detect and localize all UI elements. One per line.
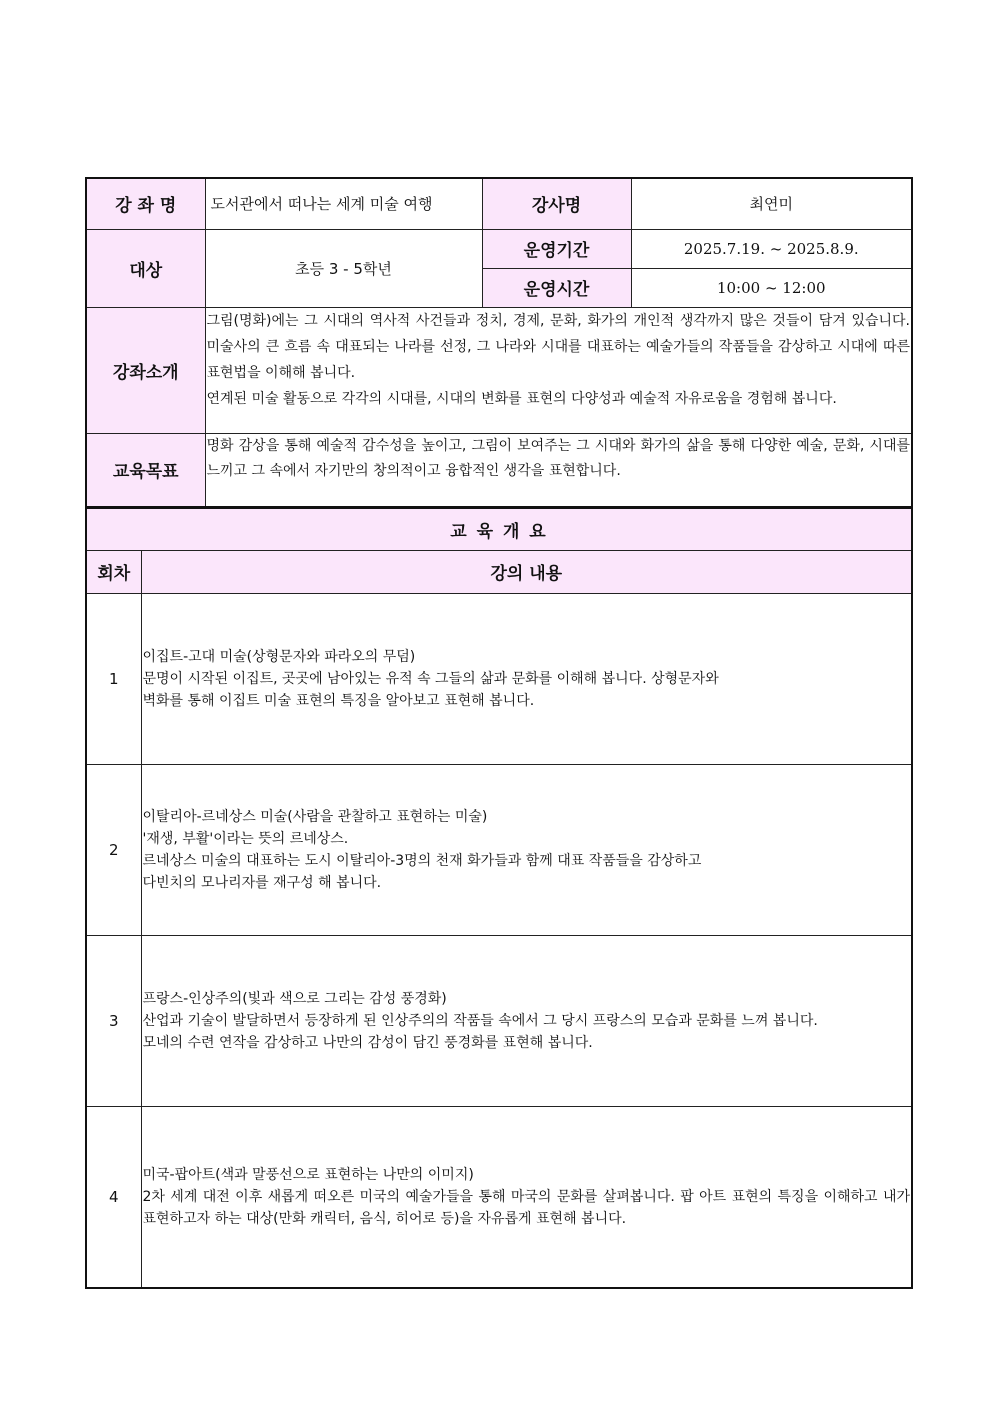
- session-number: 2: [86, 764, 141, 935]
- target-label: 대상: [86, 229, 205, 307]
- session-line: 산업과 기술이 발달하면서 등장하게 된 인상주의의 작품들 속에서 그 당시 프랑스의 모습과 문화를 느껴 봅니다.: [142, 1012, 818, 1029]
- session-line: 르네상스 미술의 대표하는 도시 이탈리아-3명의 천재 화가들과 함께 대표 작품들을 감상하고: [142, 852, 702, 869]
- session-number: 4: [86, 1106, 141, 1288]
- course-name-label: 강 좌 명: [86, 178, 205, 229]
- session-line: 문명이 시작된 이집트, 곳곳에 남아있는 유적 속 그들의 삶과 문화를 이해해 봅니다. 상형문자와: [142, 670, 719, 687]
- session-line: 벽화를 통해 이집트 미술 표현의 특징을 알아보고 표현해 봅니다.: [142, 692, 535, 709]
- time-label: 운영시간: [482, 268, 631, 307]
- session-line: 2차 세계 대전 이후 새롭게 떠오른 미국의 예술가들을 통해 마국의 문화를 살펴봅니다. 팝 아트 표현의 특징을 이해하고 내가 표현하고자 하는 대상(만화 캐릭터, 음식, 히어로 등)을 자유롭게 표현해 봅니다.: [142, 1188, 911, 1227]
- session-row: [86, 935, 912, 1106]
- period-value: 2025.7.19. ~ 2025.8.9.: [631, 229, 912, 268]
- session-title: 프랑스-인상주의(빛과 색으로 그리는 감성 풍경화): [142, 990, 447, 1007]
- session-title: 이탈리아-르네상스 미술(사람을 관찰하고 표현하는 미술): [142, 808, 488, 825]
- session-column-header: 회차: [86, 550, 141, 593]
- intro-label: 강좌소개: [86, 307, 205, 433]
- session-content: [141, 593, 912, 764]
- session-line: '재생, 부활'이라는 뜻의 르네상스.: [142, 830, 349, 847]
- intro-paragraph-2: 연계된 미술 활동으로 각각의 시대를, 시대의 변화를 표현의 다양성과 예술적 자유로움을 경험해 봅니다.: [206, 390, 837, 407]
- content-column-header: 강의 내용: [141, 550, 912, 593]
- instructor-value: 최연미: [631, 178, 912, 229]
- session-line: 다빈치의 모나리자를 재구성 해 봅니다.: [142, 874, 382, 891]
- session-title: 이집트-고대 미술(상형문자와 파라오의 무덤): [142, 648, 416, 665]
- session-row: [86, 593, 912, 764]
- course-name-value: 도서관에서 떠나는 세계 미술 여행: [205, 178, 482, 229]
- period-label: 운영기간: [482, 229, 631, 268]
- session-row: [86, 764, 912, 935]
- goal-label: 교육목표: [86, 433, 205, 507]
- overview-title: 교 육 개 요: [86, 508, 912, 550]
- session-content: [141, 935, 912, 1106]
- session-number: 3: [86, 935, 141, 1106]
- session-line: 모네의 수련 연작을 감상하고 나만의 감성이 담긴 풍경화를 표현해 봅니다.: [142, 1034, 593, 1051]
- instructor-label: 강사명: [482, 178, 631, 229]
- session-row: [86, 1106, 912, 1288]
- intro-paragraph-1: 그림(명화)에는 그 시대의 역사적 사건들과 정치, 경제, 문화, 화가의 개인적 생각까지 많은 것들이 담겨 있습니다. 미술사의 큰 흐름 속 대표되는 나라를 선정, 그 나라와 시대를 대표하는 예술가들의 작품들을 감상하고 시대에 따른 표현법을 이해해 봅니다.: [206, 312, 910, 381]
- target-value: 초등 3 - 5학년: [205, 229, 482, 307]
- session-number: 1: [86, 593, 141, 764]
- goal-text: 명화 감상을 통해 예술적 감수성을 높이고, 그림이 보여주는 그 시대와 화가의 삶을 통해 다양한 예술, 문화, 시대를 느끼고 그 속에서 자기만의 창의적이고 융합적인 생각을 표현합니다.: [205, 433, 912, 507]
- intro-text: [205, 307, 912, 433]
- overview-table: [85, 507, 913, 1289]
- time-value: 10:00 ~ 12:00: [631, 268, 912, 307]
- session-content: [141, 764, 912, 935]
- course-info-table: [85, 177, 913, 508]
- session-content: [141, 1106, 912, 1288]
- session-title: 미국-팝아트(색과 말풍선으로 표현하는 나만의 이미지): [142, 1166, 474, 1183]
